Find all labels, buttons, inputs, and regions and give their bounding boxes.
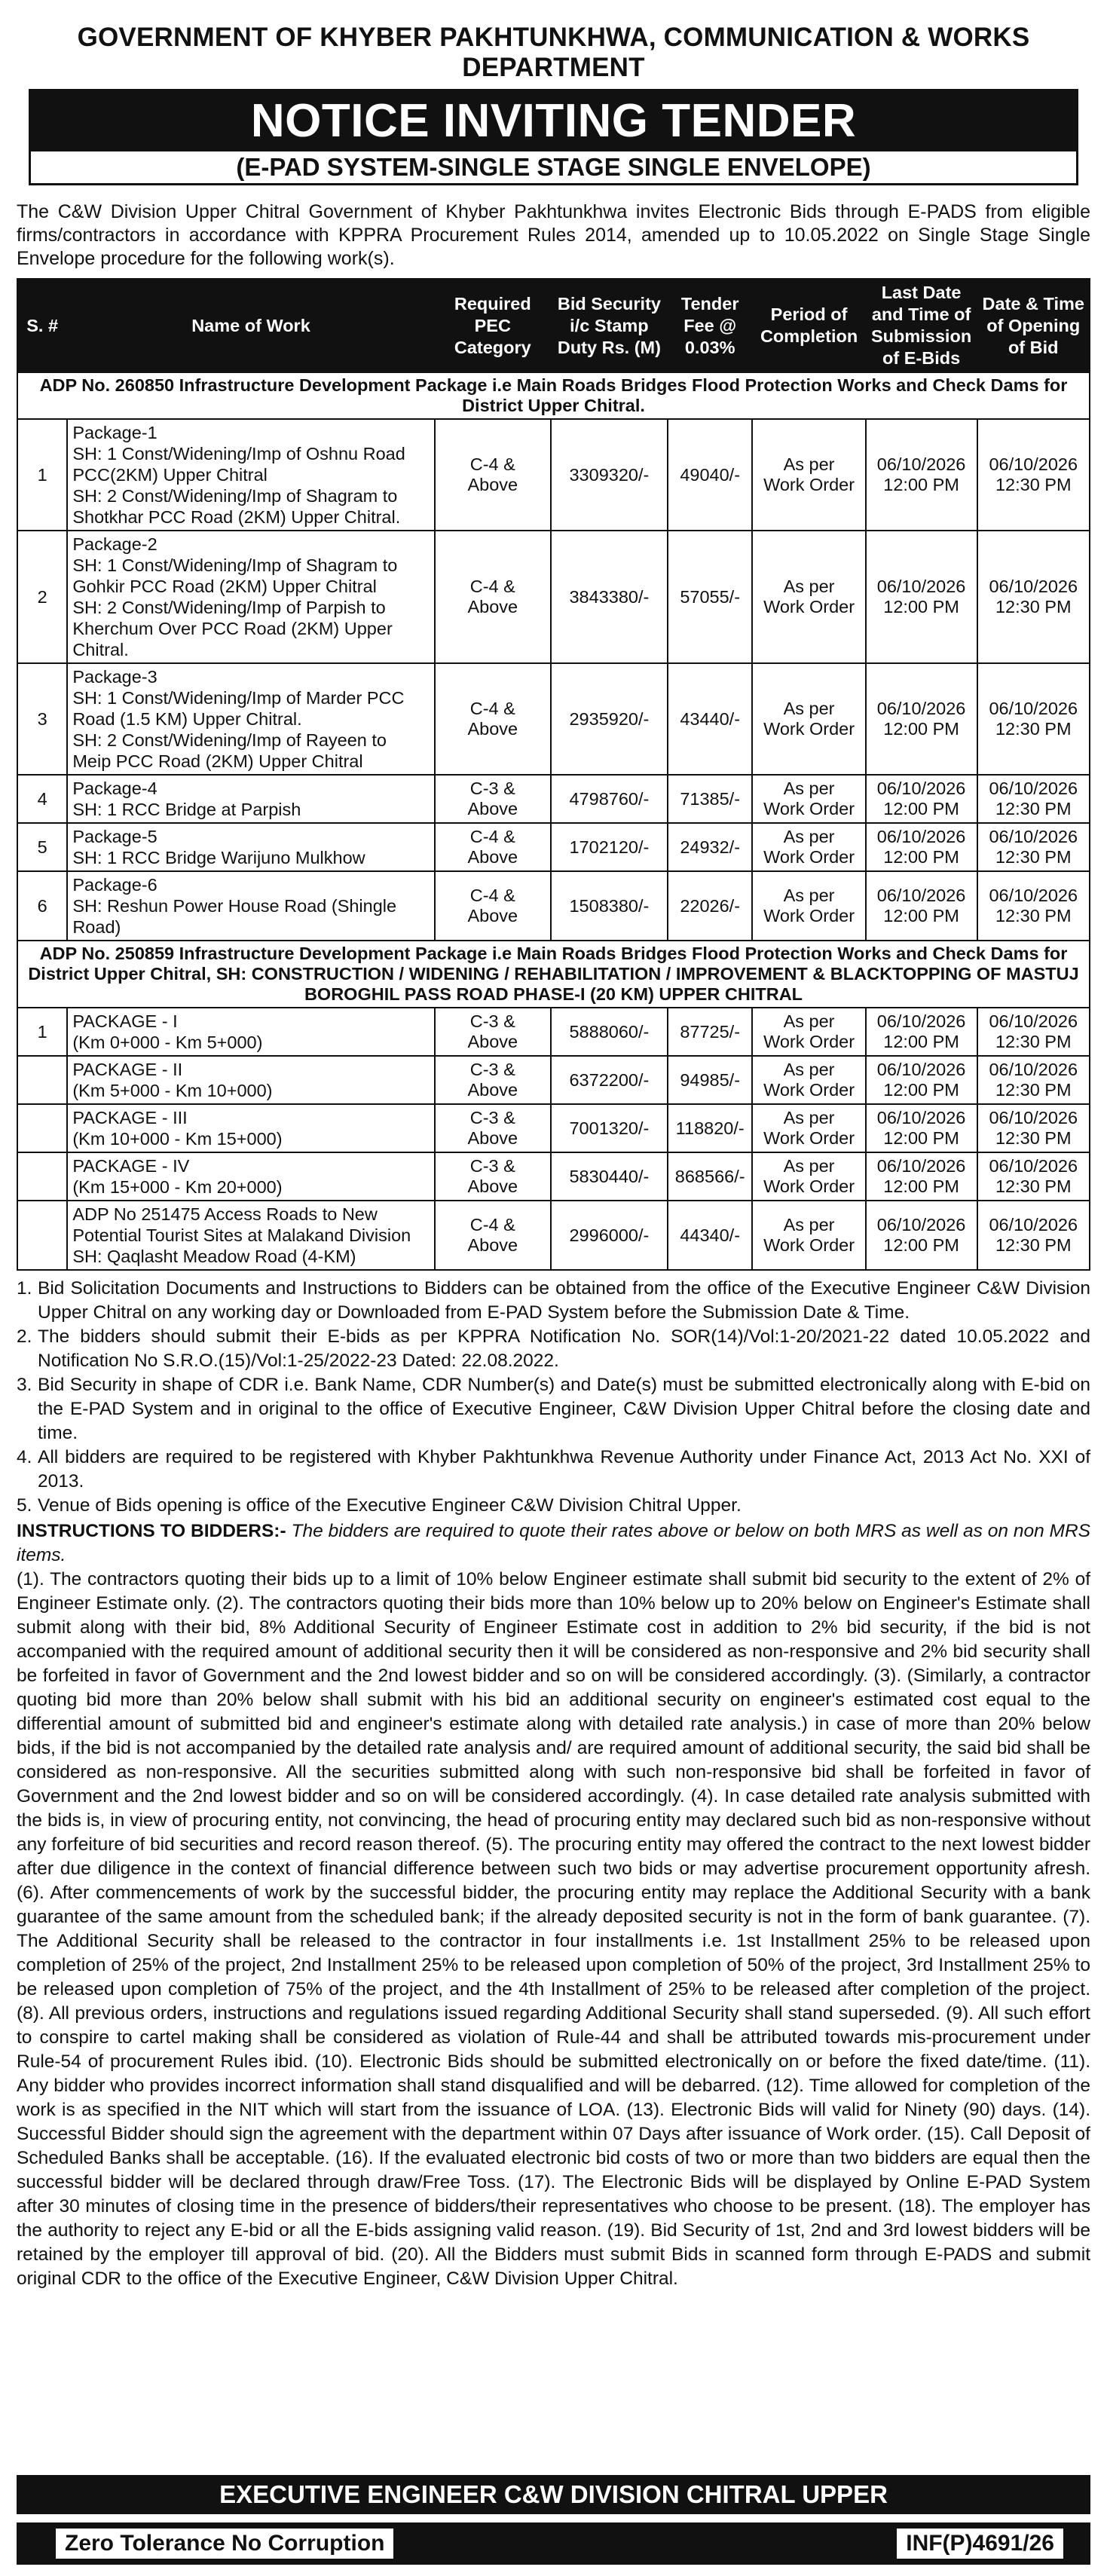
header-sno: S. # (17, 279, 67, 372)
cell-last-date: 06/10/2026 12:00 PM (866, 1201, 977, 1270)
header-bid-security: Bid Security i/c Stamp Duty Rs. (M) (551, 279, 668, 372)
table-row (17, 1056, 1090, 1104)
note-text: Venue of Bids opening is office of the Executive Engineer C&W Division Chitral Upper. (38, 1495, 742, 1516)
note-item (17, 1277, 1090, 1325)
header-period-of-completion: Period of Completion (752, 279, 865, 372)
cell-tender-fee: 94985/- (668, 1056, 753, 1104)
cell-pec-category: C-3 & Above (435, 775, 551, 823)
cell-tender-fee: 43440/- (668, 663, 753, 775)
notice-title: NOTICE INVITING TENDER (31, 91, 1076, 151)
cell-tender-fee: 49040/- (668, 419, 753, 531)
cell-tender-fee: 24932/- (668, 823, 753, 871)
cell-bid-security: 5888060/- (551, 1008, 668, 1056)
cell-pec-category: C-4 & Above (435, 871, 551, 941)
department-header: GOVERNMENT OF KHYBER PAKHTUNKHWA, COMMUNICATION & WORKS DEPARTMENT (77, 23, 1030, 82)
cell-pec-category: C-4 & Above (435, 1201, 551, 1270)
cell-period-of-completion: As per Work Order (752, 1104, 865, 1152)
header-pec-category: Required PEC Category (435, 279, 551, 372)
cell-name-of-work: Package-4 SH: 1 RCC Bridge at Parpish (67, 775, 434, 823)
cell-opening-date: 06/10/2026 12:30 PM (977, 1104, 1090, 1152)
header-tender-fee: Tender Fee @ 0.03% (668, 279, 753, 372)
cell-sno: 1 (17, 419, 67, 531)
cell-opening-date: 06/10/2026 12:30 PM (977, 419, 1090, 531)
footer-bar (17, 2522, 1090, 2565)
cell-pec-category: C-4 & Above (435, 531, 551, 663)
cell-pec-category: C-4 & Above (435, 663, 551, 775)
table-row (17, 775, 1090, 823)
cell-sno: 6 (17, 871, 67, 941)
note-item (17, 1494, 1090, 1518)
cell-opening-date: 06/10/2026 12:30 PM (977, 871, 1090, 941)
zero-tolerance-slogan: Zero Tolerance No Corruption (56, 2529, 393, 2559)
cell-tender-fee: 22026/- (668, 871, 753, 941)
table-row (17, 871, 1090, 941)
table-row (17, 1201, 1090, 1270)
instructions-subheading: The bidders are required to quote their rates above or below on both MRS as well as on non MRS items. (17, 1521, 1091, 1565)
note-text: Bid Security in shape of CDR i.e. Bank Name, CDR Number(s) and Date(s) must be submitted electronically along with E-bid on the E-PAD System and in original to the office of Executive Engineer, C&W Division Upper Chitral before the closing date and time. (38, 1375, 1090, 1443)
cell-pec-category: C-3 & Above (435, 1008, 551, 1056)
advert-reference-number: INF(P)4691/26 (897, 2529, 1063, 2559)
cell-pec-category: C-4 & Above (435, 419, 551, 531)
cell-bid-security: 3309320/- (551, 419, 668, 531)
header-name-of-work: Name of Work (67, 279, 434, 372)
cell-name-of-work: ADP No 251475 Access Roads to New Potential Tourist Sites at Malakand Division SH: Qaqlasht Meadow Road (4-KM) (67, 1201, 434, 1270)
note-number: 4. (17, 1447, 32, 1467)
section-heading-1: ADP No. 260850 Infrastructure Development Package i.e Main Roads Bridges Flood Protection Works and Check Dams for District Upper Chitral. (17, 372, 1090, 419)
table-row (17, 823, 1090, 871)
cell-opening-date: 06/10/2026 12:30 PM (977, 1152, 1090, 1201)
cell-last-date: 06/10/2026 12:00 PM (866, 823, 977, 871)
works-table (17, 278, 1090, 1271)
cell-period-of-completion: As per Work Order (752, 1008, 865, 1056)
cell-period-of-completion: As per Work Order (752, 663, 865, 775)
instructions-body: (1). The contractors quoting their bids up to a limit of 10% below Engineer estimate shall submit bid security to the extent of 2% of Engineer Estimate only. (2). The contractors quoting their bids more than 10% below up to 20% below on Engineer's Estimate shall submit along with their bid, 8% Additional Security of Engineer Estimate cost in addition to 2% bid security, if the bid is not accompanied with the required amount of additional security then it will be considered as non-responsive and 2% bid security shall be forfeited in favor of Government and the 2nd lowest bidder and so on will be considered accordingly. (3). (Similarly, a contractor quoting bid more than 20% below shall submit with his bid an additional security on engineer's estimated cost equal to the differential amount of submitted bid and engineer's estimate along with detailed rate analysis.) in case of more than 20% below bids, if the bid is not accompanied by the detailed rate analysis and/ are required amount of additional security, the said bid shall be considered as non-responsive. All the securities submitted along with such non-responsive bid shall be forfeited in favor of Government and the 2nd lowest bidder and so on will be considered accordingly. (4). In case detailed rate analysis submitted with the bids is, in view of procuring entity, not convincing, the head of procuring entity may declared such bid as non-responsive without any forfeiture of bid securities and record reason thereof. (5). The procuring entity may offered the contract to the next lowest bidder after due diligence in the context of financial difference between such two bids or may advertise procurement opportunity afresh. (6). After commencements of work by the successful bidder, the procuring entity may replace the Additional Security with a bank guarantee of the same amount from the scheduled bank; if the already deposited security is not in the form of bank guarantee. (7). The Additional Security shall be released to the contractor in four installments i.e. 1st Installment 25% to be released upon completion of 25% of the project, 2nd Installment 25% to be released upon completion of 50% of the project, 3rd Installment 25% to be released upon completion of 75% of the project, and the 4th Installment of 25% to be released after completion of the project. (8). All previous orders, instructions and regulations issued regarding Additional Security shall stand superseded. (9). All such effort to conspire to cartel making shall be considered as violation of Rule-44 and shall be attributed towards mis-procurement under Rule-54 of procurement Rules ibid. (10). Electronic Bids should be submitted electronically on or before the fixed date/time. (11). Any bidder who provides incorrect information shall stand disqualified and will be debarred. (12). Time allowed for completion of the work is as specified in the NIT which will start from the issuance of LOA. (13). Electronic Bids will valid for Ninety (90) days. (14). Successful Bidder should sign the agreement with the department within 07 Days after issuance of Work order. (15). Call Deposit of Scheduled Banks shall be acceptable. (16). If the evaluated electronic bid costs of two or more than two bidders are equal then the successful bidder will be declared through draw/Free Toss. (17). The Electronic Bids will be displayed by Online E-PAD System after 30 minutes of closing time in the presence of bidders/their representatives who choose to be present. (18). The employer has the authority to reject any E-bid or all the E-bids assigning valid reason. (19). Bid Security of 1st, 2nd and 3rd lowest bidders will be retained by the employer till approval of bid. (20). All the Bidders must submit Bids in scanned form through E-PADS and submit original CDR to the office of the Executive Engineer, C&W Division Upper Chitral. (17, 1569, 1090, 2289)
executive-engineer-banner: EXECUTIVE ENGINEER C&W DIVISION CHITRAL UPPER (17, 2475, 1090, 2514)
cell-last-date: 06/10/2026 12:00 PM (866, 1104, 977, 1152)
cell-bid-security: 1508380/- (551, 871, 668, 941)
cell-last-date: 06/10/2026 12:00 PM (866, 663, 977, 775)
cell-name-of-work: Package-1 SH: 1 Const/Widening/Imp of Oshnu Road PCC(2KM) Upper Chitral SH: 2 Const/Widening/Imp of Shagram to Shotkhar PCC Road (2KM) Upper Chitral. (67, 419, 434, 531)
cell-opening-date: 06/10/2026 12:30 PM (977, 775, 1090, 823)
cell-sno: 1 (17, 1008, 67, 1056)
cell-bid-security: 1702120/- (551, 823, 668, 871)
cell-period-of-completion: As per Work Order (752, 1201, 865, 1270)
header-opening-date: Date & Time of Opening of Bid (977, 279, 1090, 372)
cell-tender-fee: 868566/- (668, 1152, 753, 1201)
note-text: All bidders are required to be registered with Khyber Pakhtunkhwa Revenue Authority under Finance Act, 2013 Act No. XXI of 2013. (38, 1447, 1090, 1491)
table-row (17, 531, 1090, 663)
cell-pec-category: C-3 & Above (435, 1056, 551, 1104)
cell-opening-date: 06/10/2026 12:30 PM (977, 823, 1090, 871)
table-row (17, 1104, 1090, 1152)
cell-opening-date: 06/10/2026 12:30 PM (977, 531, 1090, 663)
table-row (17, 419, 1090, 531)
cell-last-date: 06/10/2026 12:00 PM (866, 1008, 977, 1056)
instructions-heading: INSTRUCTIONS TO BIDDERS:- (17, 1521, 286, 1541)
cell-sno: 3 (17, 663, 67, 775)
cell-name-of-work: PACKAGE - IV (Km 15+000 - Km 20+000) (67, 1152, 434, 1201)
note-text: Bid Solicitation Documents and Instructions to Bidders can be obtained from the office of the Executive Engineer C&W Division Upper Chitral on any working day or Downloaded from E-PAD System before the Submission Date & Time. (38, 1278, 1090, 1323)
cell-pec-category: C-4 & Above (435, 823, 551, 871)
cell-opening-date: 06/10/2026 12:30 PM (977, 1201, 1090, 1270)
section-heading-2: ADP No. 250859 Infrastructure Development Package i.e Main Roads Bridges Flood Protection Works and Check Dams for District Upper Chitral, SH: CONSTRUCTION / WIDENING / REHABILITATION / IMPROVEMENT & BLACKTOPPING OF MASTUJ BOROGHIL PASS ROAD PHASE-I (20 KM) UPPER CHITRAL (17, 941, 1090, 1008)
works-table-body (17, 372, 1090, 1270)
header-last-date: Last Date and Time of Submission of E-Bids (866, 279, 977, 372)
cell-name-of-work: PACKAGE - II (Km 5+000 - Km 10+000) (67, 1056, 434, 1104)
section-row-2 (17, 941, 1090, 1008)
cell-tender-fee: 57055/- (668, 531, 753, 663)
cell-bid-security: 2996000/- (551, 1201, 668, 1270)
cell-opening-date: 06/10/2026 12:30 PM (977, 1008, 1090, 1056)
note-number: 5. (17, 1495, 32, 1516)
cell-sno: 2 (17, 531, 67, 663)
cell-sno (17, 1152, 67, 1201)
cell-last-date: 06/10/2026 12:00 PM (866, 775, 977, 823)
cell-period-of-completion: As per Work Order (752, 823, 865, 871)
cell-name-of-work: PACKAGE - III (Km 10+000 - Km 15+000) (67, 1104, 434, 1152)
cell-sno (17, 1104, 67, 1152)
note-number: 2. (17, 1326, 32, 1347)
note-number: 1. (17, 1278, 32, 1299)
cell-sno (17, 1056, 67, 1104)
cell-tender-fee: 87725/- (668, 1008, 753, 1056)
note-item (17, 1373, 1090, 1446)
cell-bid-security: 7001320/- (551, 1104, 668, 1152)
cell-period-of-completion: As per Work Order (752, 419, 865, 531)
instructions-block (17, 1519, 1090, 2291)
cell-period-of-completion: As per Work Order (752, 1056, 865, 1104)
note-item (17, 1446, 1090, 1494)
cell-sno: 5 (17, 823, 67, 871)
cell-sno: 4 (17, 775, 67, 823)
intro-paragraph: The C&W Division Upper Chitral Government of Khyber Pakhtunkhwa invites Electronic Bids through E-PADS from eligible firms/contractors in accordance with KPPRA Procurement Rules 2014, amended up to 10.05.2022 on Single Stage Single Envelope procedure for the following work(s). (17, 201, 1090, 269)
section-row-1 (17, 372, 1090, 419)
notice-subtitle: (E-PAD SYSTEM-SINGLE STAGE SINGLE ENVELOPE) (31, 151, 1076, 183)
table-row (17, 1152, 1090, 1201)
cell-last-date: 06/10/2026 12:00 PM (866, 531, 977, 663)
note-number: 3. (17, 1375, 32, 1395)
note-item (17, 1325, 1090, 1373)
cell-pec-category: C-3 & Above (435, 1152, 551, 1201)
cell-bid-security: 4798760/- (551, 775, 668, 823)
cell-opening-date: 06/10/2026 12:30 PM (977, 663, 1090, 775)
cell-bid-security: 2935920/- (551, 663, 668, 775)
table-row (17, 1008, 1090, 1056)
notes-list (17, 1277, 1090, 1518)
cell-last-date: 06/10/2026 12:00 PM (866, 419, 977, 531)
table-row (17, 663, 1090, 775)
cell-bid-security: 3843380/- (551, 531, 668, 663)
cell-name-of-work: PACKAGE - I (Km 0+000 - Km 5+000) (67, 1008, 434, 1056)
cell-opening-date: 06/10/2026 12:30 PM (977, 1056, 1090, 1104)
cell-last-date: 06/10/2026 12:00 PM (866, 871, 977, 941)
cell-name-of-work: Package-3 SH: 1 Const/Widening/Imp of Marder PCC Road (1.5 KM) Upper Chitral. SH: 2 Const/Widening/Imp of Rayeen to Meip PCC Road (2KM) Upper Chitral (67, 663, 434, 775)
cell-period-of-completion: As per Work Order (752, 1152, 865, 1201)
table-header-row (17, 279, 1090, 372)
cell-tender-fee: 44340/- (668, 1201, 753, 1270)
cell-period-of-completion: As per Work Order (752, 775, 865, 823)
cell-period-of-completion: As per Work Order (752, 871, 865, 941)
cell-tender-fee: 118820/- (668, 1104, 753, 1152)
cell-tender-fee: 71385/- (668, 775, 753, 823)
cell-last-date: 06/10/2026 12:00 PM (866, 1056, 977, 1104)
cell-name-of-work: Package-2 SH: 1 Const/Widening/Imp of Shagram to Gohkir PCC Road (2KM) Upper Chitral SH: 2 Const/Widening/Imp of Parpish to Kherchum Over PCC Road (2KM) Upper Chitral. (67, 531, 434, 663)
cell-name-of-work: Package-6 SH: Reshun Power House Road (Shingle Road) (67, 871, 434, 941)
cell-bid-security: 6372200/- (551, 1056, 668, 1104)
cell-sno (17, 1201, 67, 1270)
notice-title-box (29, 89, 1078, 185)
cell-last-date: 06/10/2026 12:00 PM (866, 1152, 977, 1201)
note-text: The bidders should submit their E-bids as per KPPRA Notification No. SOR(14)/Vol:1-20/2021-22 dated 10.05.2022 and Notification No S.R.O.(15)/Vol:1-25/2022-23 Dated: 22.08.2022. (38, 1326, 1090, 1371)
cell-bid-security: 5830440/- (551, 1152, 668, 1201)
cell-period-of-completion: As per Work Order (752, 531, 865, 663)
cell-pec-category: C-3 & Above (435, 1104, 551, 1152)
cell-name-of-work: Package-5 SH: 1 RCC Bridge Warijuno Mulkhow (67, 823, 434, 871)
